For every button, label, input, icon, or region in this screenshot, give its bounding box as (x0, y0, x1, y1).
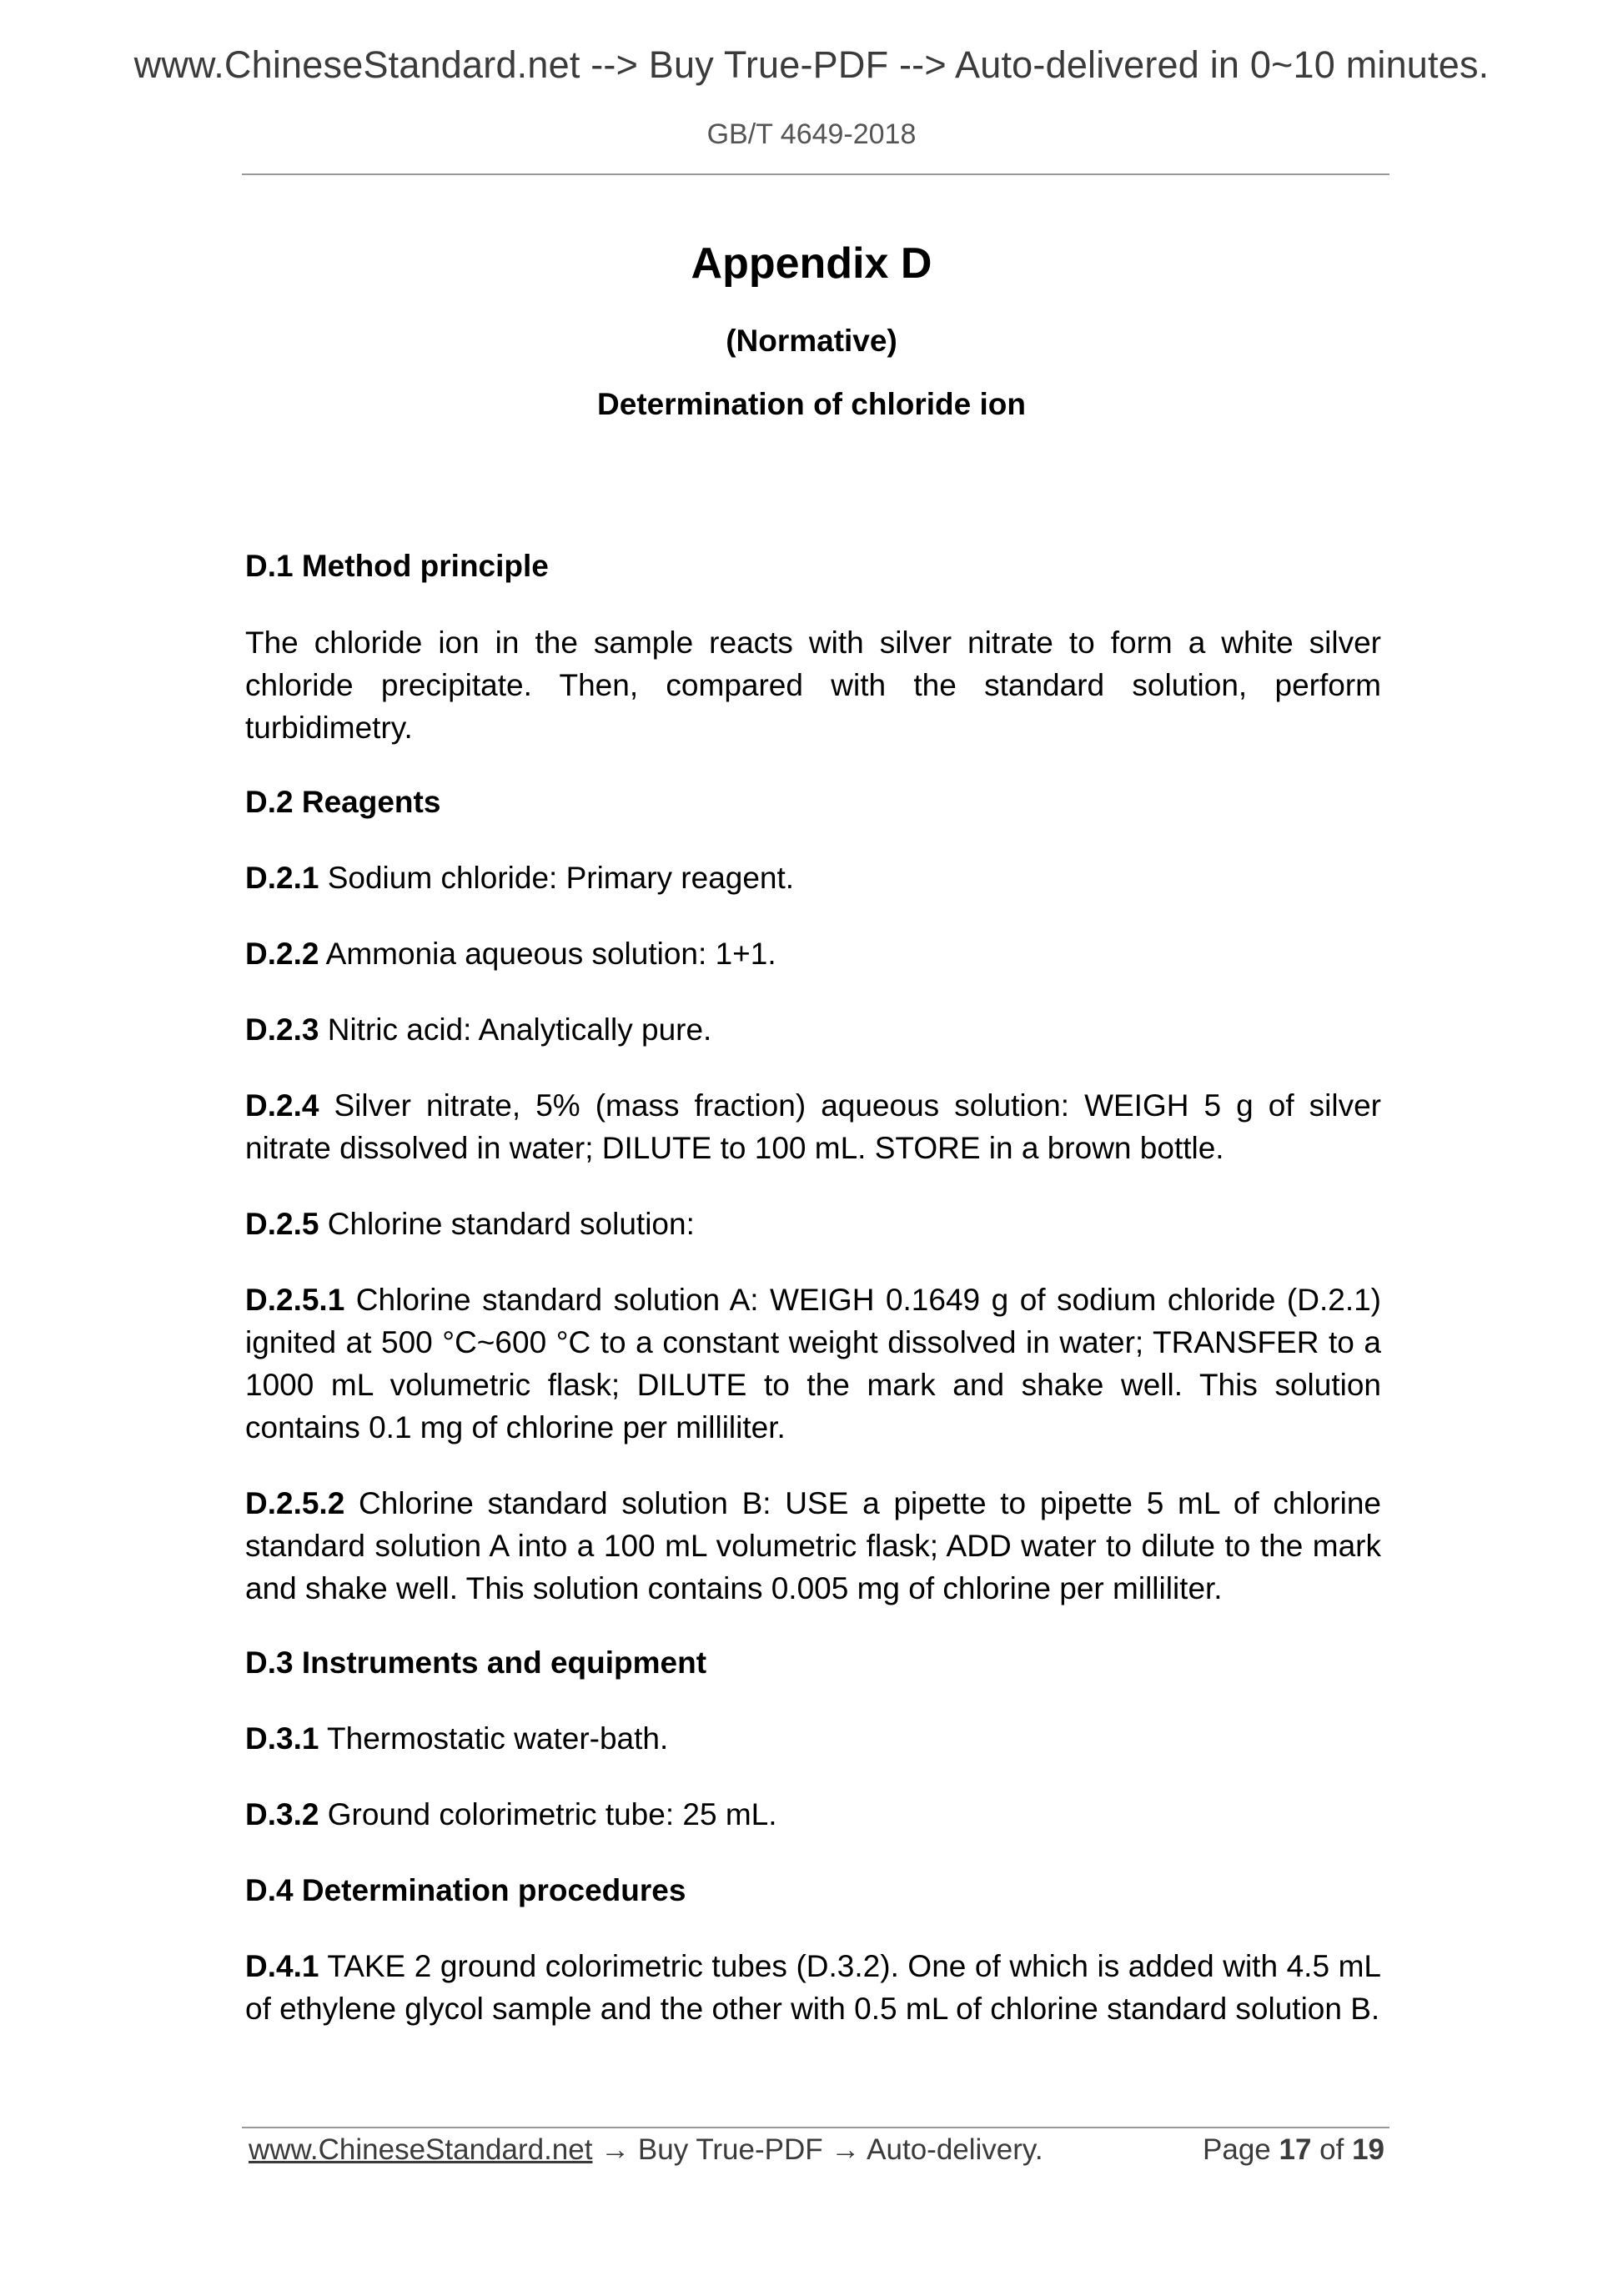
clause-number: D.2.5 (245, 1207, 319, 1241)
clause-text: Chlorine standard solution: (319, 1207, 695, 1241)
clause-number: D.2.5.2 (245, 1486, 345, 1520)
clause-text: Chlorine standard solution B: USE a pipette to pipette 5 mL of chlorine standard solution A into a 100 mL volumetric flask; ADD water to dilute to the mark and shake well. This solution contains 0.005 mg of chlorine per milliliter. (245, 1486, 1381, 1605)
clause-text: Silver nitrate, 5% (mass fraction) aqueous solution: WEIGH 5 g of silver nitrate dissolved in water; DILUTE to 100 mL. STORE in a brown bottle. (245, 1088, 1381, 1165)
clause-number: D.2.1 (245, 861, 319, 895)
section-heading-d2: D.2 Reagents (245, 785, 441, 819)
footer-promo (249, 2133, 1043, 2167)
appendix-type: (Normative) (726, 324, 897, 358)
clause-number: D.2.5.1 (245, 1283, 345, 1317)
clause-text: Chlorine standard solution A: WEIGH 0.1649 g of sodium chloride (D.2.1) ignited at 500 °C~600 °C to a constant weight dissolved in water; TRANSFER to a 1000 mL volumetric flask; DILUTE to the mark and shake well. This solution contains 0.1 mg of chlorine per milliliter. (245, 1283, 1381, 1444)
footer-site-link[interactable]: www.ChineseStandard.net (249, 2133, 593, 2166)
clause-d2-4 (245, 1084, 1381, 1169)
footer-promo-text: → Buy True-PDF → Auto-delivery. (592, 2133, 1043, 2166)
document-id: GB/T 4649-2018 (706, 118, 917, 150)
clause-text: Sodium chloride: Primary reagent. (319, 861, 795, 895)
page-word: Page (1203, 2133, 1279, 2166)
clause-d2-2 (245, 932, 1381, 975)
of-word: of (1311, 2133, 1353, 2166)
clause-d2-5-2 (245, 1482, 1381, 1610)
header-divider (242, 173, 1389, 175)
site-banner: www.ChineseStandard.net --> Buy True-PDF --> Auto-delivered in 0~10 minutes. (133, 43, 1490, 86)
clause-d2-5 (245, 1203, 1381, 1245)
clause-d4-1 (245, 1945, 1381, 2030)
clause-d2-3 (245, 1008, 1381, 1051)
clause-d2-5-1 (245, 1279, 1381, 1449)
clause-number: D.2.2 (245, 937, 319, 971)
section-heading-d1: D.1 Method principle (245, 549, 549, 583)
page-footer (249, 2133, 1384, 2172)
clause-number: D.2.3 (245, 1012, 319, 1047)
clause-d2-1 (245, 857, 1381, 899)
clause-d3-1 (245, 1717, 1381, 1760)
clause-text: TAKE 2 ground colorimetric tubes (D.3.2). One of which is added with 4.5 mL of ethylene glycol sample and the other with 0.5 mL of chlorine standard solution B. (245, 1949, 1381, 2026)
section-heading-d3: D.3 Instruments and equipment (245, 1645, 707, 1680)
appendix-title: Appendix D (691, 239, 932, 288)
footer-divider (242, 2127, 1389, 2128)
page-total: 19 (1352, 2133, 1384, 2166)
clause-d3-2 (245, 1793, 1381, 1836)
page-current: 17 (1279, 2133, 1312, 2166)
clause-number: D.4.1 (245, 1949, 319, 1983)
clause-number: D.3.2 (245, 1797, 319, 1831)
clause-text: Ground colorimetric tube: 25 mL. (319, 1797, 777, 1831)
clause-text: Nitric acid: Analytically pure. (319, 1012, 712, 1047)
clause-number: D.3.1 (245, 1721, 319, 1756)
appendix-subject: Determination of chloride ion (597, 387, 1026, 421)
section-heading-d4: D.4 Determination procedures (245, 1873, 686, 1907)
paragraph-d1-principle: The chloride ion in the sample reacts with silver nitrate to form a white silver chloride precipitate. Then, compared with the standard solution, perform turbidimetry. (245, 625, 1381, 745)
clause-text: Thermostatic water-bath. (319, 1721, 669, 1756)
clause-text: Ammonia aqueous solution: 1+1. (319, 937, 776, 971)
clause-number: D.2.4 (245, 1088, 319, 1123)
page-indicator (1203, 2133, 1384, 2167)
